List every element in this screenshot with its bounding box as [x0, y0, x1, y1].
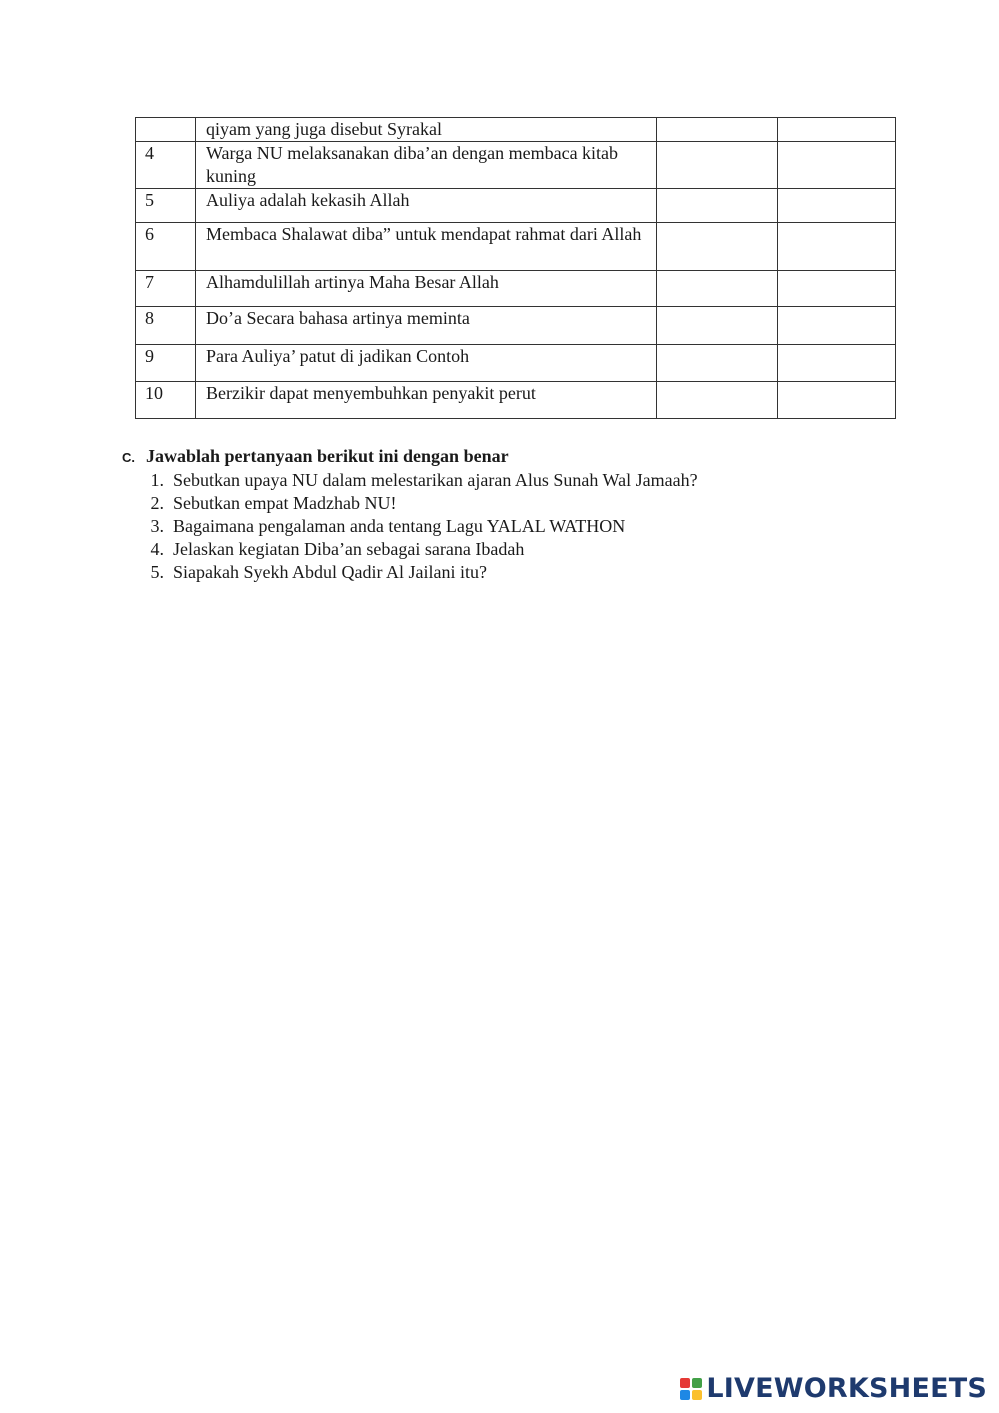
- answer-cell-b[interactable]: [778, 223, 896, 271]
- liveworksheets-logo: [680, 1372, 987, 1406]
- answer-cell-a[interactable]: [657, 189, 778, 223]
- row-number: 6: [136, 223, 196, 271]
- row-number: 5: [136, 189, 196, 223]
- row-statement: Membaca Shalawat diba” untuk mendapat rahmat dari Allah: [196, 223, 657, 271]
- logo-square: [692, 1378, 702, 1388]
- list-item: [122, 469, 882, 492]
- logo-square: [692, 1390, 702, 1400]
- row-statement: qiyam yang juga disebut Syrakal: [196, 118, 657, 142]
- list-item: [122, 492, 882, 515]
- question-text: Sebutkan empat Madzhab NU!: [173, 493, 397, 513]
- question-number: 5.: [150, 562, 164, 582]
- table-row: [136, 271, 896, 307]
- row-number: 4: [136, 142, 196, 189]
- answer-cell-a[interactable]: [657, 118, 778, 142]
- true-false-table: [135, 117, 896, 419]
- question-number: 2.: [150, 493, 164, 513]
- row-statement: Do’a Secara bahasa artinya meminta: [196, 307, 657, 345]
- answer-cell-a[interactable]: [657, 345, 778, 382]
- liveworksheets-logo-icon: [680, 1378, 702, 1400]
- table-row: [136, 307, 896, 345]
- row-number: 10: [136, 382, 196, 419]
- row-statement: Para Auliya’ patut di jadikan Contoh: [196, 345, 657, 382]
- row-number: 8: [136, 307, 196, 345]
- answer-cell-a[interactable]: [657, 307, 778, 345]
- logo-square: [680, 1390, 690, 1400]
- row-number: 7: [136, 271, 196, 307]
- row-statement: Warga NU melaksanakan diba’an dengan membaca kitab kuning: [196, 142, 657, 189]
- question-text: Sebutkan upaya NU dalam melestarikan ajaran Alus Sunah Wal Jamaah?: [173, 470, 698, 490]
- question-number: 1.: [150, 470, 164, 490]
- answer-cell-a[interactable]: [657, 271, 778, 307]
- question-text: Jelaskan kegiatan Diba’an sebagai sarana Ibadah: [173, 539, 525, 559]
- brand-name: LIVEWORKSHEETS: [706, 1373, 987, 1404]
- row-number: [136, 118, 196, 142]
- table-row: [136, 223, 896, 271]
- table-row: [136, 189, 896, 223]
- logo-square: [680, 1378, 690, 1388]
- table-row: [136, 142, 896, 189]
- list-item: [122, 561, 882, 584]
- table-row: [136, 345, 896, 382]
- row-number: 9: [136, 345, 196, 382]
- essay-section: [122, 445, 882, 584]
- question-number: 3.: [150, 516, 164, 536]
- section-title: Jawablah pertanyaan berikut ini dengan benar: [146, 446, 509, 466]
- question-number: 4.: [150, 539, 164, 559]
- question-text: Bagaimana pengalaman anda tentang Lagu YALAL WATHON: [173, 516, 626, 536]
- answer-cell-b[interactable]: [778, 118, 896, 142]
- row-statement: Berzikir dapat menyembuhkan penyakit perut: [196, 382, 657, 419]
- question-list: [122, 469, 882, 584]
- answer-cell-a[interactable]: [657, 223, 778, 271]
- question-text: Siapakah Syekh Abdul Qadir Al Jailani itu?: [173, 562, 487, 582]
- answer-cell-b[interactable]: [778, 382, 896, 419]
- row-statement: Auliya adalah kekasih Allah: [196, 189, 657, 223]
- answer-cell-a[interactable]: [657, 382, 778, 419]
- list-item: [122, 515, 882, 538]
- row-statement: Alhamdulillah artinya Maha Besar Allah: [196, 271, 657, 307]
- answer-cell-b[interactable]: [778, 142, 896, 189]
- table-row: [136, 382, 896, 419]
- list-item: [122, 538, 882, 561]
- answer-cell-a[interactable]: [657, 142, 778, 189]
- section-letter: C.: [122, 450, 135, 465]
- answer-cell-b[interactable]: [778, 307, 896, 345]
- section-heading: [122, 445, 882, 469]
- answer-cell-b[interactable]: [778, 271, 896, 307]
- answer-cell-b[interactable]: [778, 189, 896, 223]
- answer-cell-b[interactable]: [778, 345, 896, 382]
- table-row: [136, 118, 896, 142]
